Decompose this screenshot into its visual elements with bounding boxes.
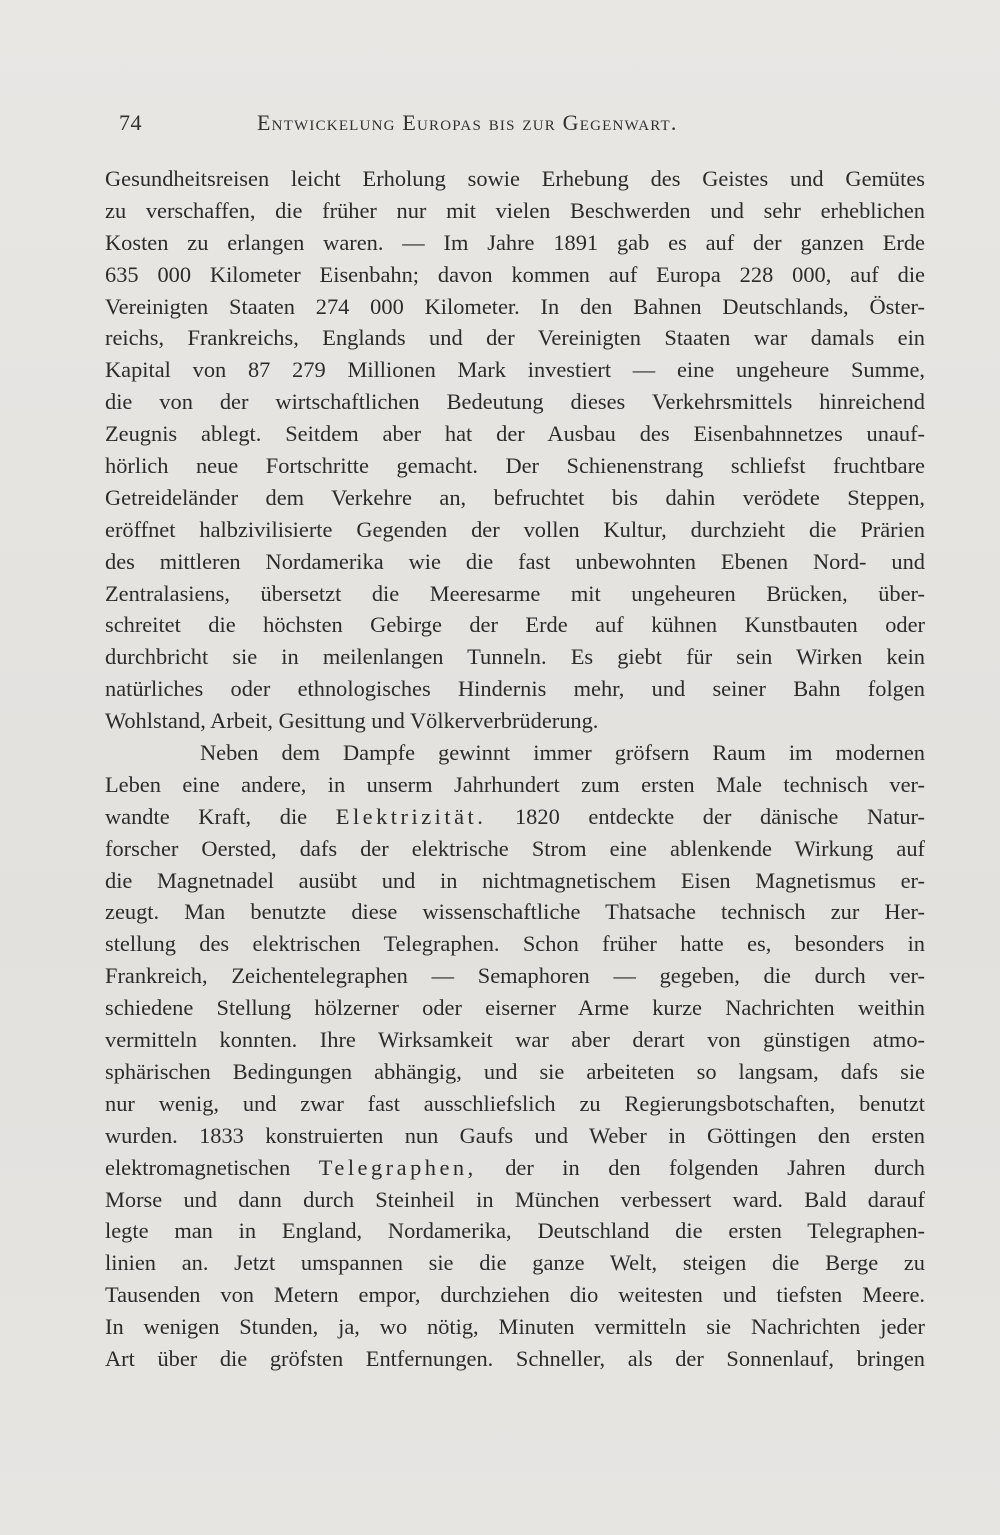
text-line: Kosten zu erlangen waren. — Im Jahre 1891 gab es auf der ganzen Erde bbox=[105, 229, 925, 255]
text-line: Morse und dann durch Steinheil in München verbessert ward. Bald darauf bbox=[105, 1186, 925, 1212]
text-line: Zeugnis ablegt. Seitdem aber hat der Ausbau des Eisenbahnnetzes unauf- bbox=[105, 421, 925, 447]
text-line: zu verschaffen, die früher nur mit vielen Beschwerden und sehr erheblichen bbox=[105, 197, 925, 223]
text-line: Leben eine andere, in unserm Jahrhundert zum ersten Male technisch ver- bbox=[105, 771, 925, 797]
text-segment: elektromagnetischen bbox=[105, 1154, 319, 1180]
text-segment: wandte Kraft, die bbox=[105, 803, 336, 829]
text-line: Gesundheitsreisen leicht Erholung sowie Erhebung des Geistes und Gemütes bbox=[105, 166, 925, 191]
text-line: Getreideländer dem Verkehre an, befruchtet bis dahin verödete Steppen, bbox=[105, 484, 925, 510]
page-number: 74 bbox=[119, 110, 142, 135]
text-line: linien an. Jetzt umspannen sie die ganze Welt, steigen die Berge zu bbox=[105, 1250, 925, 1276]
text-line: schiedene Stellung hölzerner oder eiserner Arme kurze Nachrichten weithin bbox=[105, 995, 925, 1021]
text-segment: der in den folgenden Jahren durch bbox=[476, 1154, 925, 1180]
text-line: Tausenden von Metern empor, durchziehen dio weitesten und tiefsten Meere. bbox=[105, 1282, 925, 1308]
text-line: natürliches oder ethnologisches Hindernis mehr, und seiner Bahn folgen bbox=[105, 676, 925, 702]
paragraph-start-line: Neben dem Dampfe gewinnt immer gröfsern Raum im modernen bbox=[200, 740, 925, 766]
text-line: Art über die gröfsten Entfernungen. Schneller, als der Sonnenlauf, bringen bbox=[105, 1345, 925, 1371]
text-line: legte man in England, Nordamerika, Deutschland die ersten Telegraphen- bbox=[105, 1218, 925, 1244]
text-line: Kapital von 87 279 Millionen Mark investiert — eine ungeheure Summe, bbox=[105, 357, 925, 383]
text-line: Vereinigten Staaten 274 000 Kilometer. In den Bahnen Deutschlands, Öster- bbox=[105, 293, 925, 319]
text-segment: 1820 entdeckte der dänische Natur- bbox=[486, 803, 925, 829]
text-line bbox=[105, 1152, 925, 1184]
body-text bbox=[105, 163, 925, 1375]
text-line bbox=[105, 801, 925, 833]
text-line: durchbricht sie in meilenlangen Tunneln. Es giebt für sein Wirken kein bbox=[105, 644, 925, 670]
running-title: Entwickelung Europas bis zur Gegenwart. bbox=[257, 110, 678, 135]
text-line: die von der wirtschaftlichen Bedeutung dieses Verkehrsmittels hinreichend bbox=[105, 389, 925, 415]
text-line: eröffnet halbzivilisierte Gegenden der vollen Kultur, durchzieht die Prärien bbox=[105, 516, 925, 542]
text-line: reichs, Frankreichs, Englands und der Vereinigten Staaten war damals ein bbox=[105, 325, 925, 351]
text-line: des mittleren Nordamerika wie die fast unbewohnten Ebenen Nord- und bbox=[105, 548, 925, 574]
spaced-emphasis: Elektrizität. bbox=[335, 803, 487, 829]
text-line: 635 000 Kilometer Eisenbahn; davon kommen auf Europa 228 000, auf die bbox=[105, 261, 925, 287]
text-line: wurden. 1833 konstruierten nun Gaufs und Weber in Göttingen den ersten bbox=[105, 1122, 925, 1148]
text-line: zeugt. Man benutzte diese wissenschaftliche Thatsache technisch zur Her- bbox=[105, 899, 925, 925]
page-header bbox=[105, 108, 925, 142]
spaced-emphasis: Telegraphen, bbox=[318, 1154, 477, 1180]
text-line: hörlich neue Fortschritte gemacht. Der Schienenstrang schliefst fruchtbare bbox=[105, 453, 925, 479]
text-line: vermitteln konnten. Ihre Wirksamkeit war aber derart von günstigen atmo- bbox=[105, 1027, 925, 1053]
text-line: Wohlstand, Arbeit, Gesittung und Völkerverbrüderung. bbox=[105, 708, 599, 734]
text-line: die Magnetnadel ausübt und in nichtmagnetischem Eisen Magnetismus er- bbox=[105, 867, 925, 893]
text-line: Zentralasiens, übersetzt die Meeresarme mit ungeheuren Brücken, über- bbox=[105, 580, 925, 606]
text-line: stellung des elektrischen Telegraphen. Schon früher hatte es, besonders in bbox=[105, 931, 925, 957]
text-line: Frankreich, Zeichentelegraphen — Semaphoren — gegeben, die durch ver- bbox=[105, 963, 925, 989]
text-line: nur wenig, und zwar fast ausschliefslich zu Regierungsbotschaften, benutzt bbox=[105, 1090, 925, 1116]
text-line: In wenigen Stunden, ja, wo nötig, Minuten vermitteln sie Nachrichten jeder bbox=[105, 1314, 925, 1340]
text-line: forscher Oersted, dafs der elektrische Strom eine ablenkende Wirkung auf bbox=[105, 835, 925, 861]
text-line: schreitet die höchsten Gebirge der Erde auf kühnen Kunstbauten oder bbox=[105, 612, 925, 638]
text-line: sphärischen Bedingungen abhängig, und sie arbeiteten so langsam, dafs sie bbox=[105, 1058, 925, 1084]
